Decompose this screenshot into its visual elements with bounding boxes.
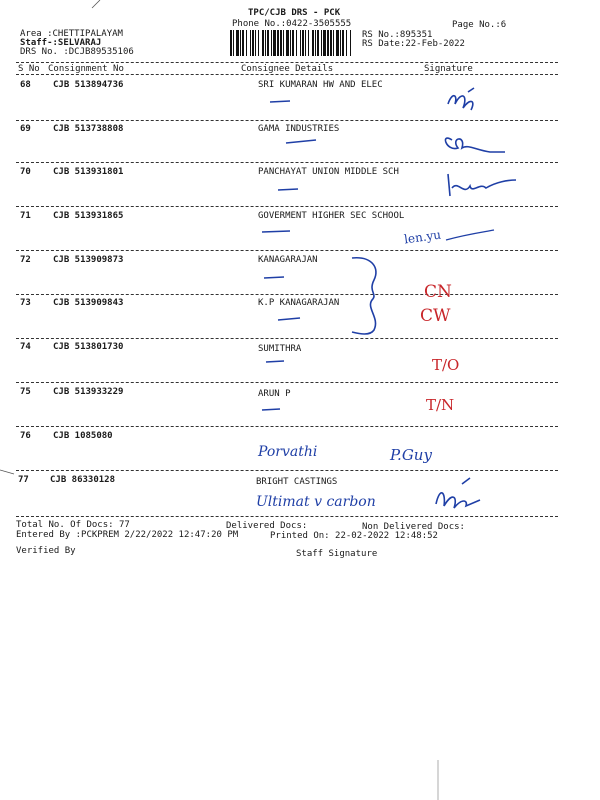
row-consignment-no: CJB 1085080: [53, 431, 113, 441]
row-consignee: BRIGHT CASTINGS: [256, 477, 338, 487]
dash-mark: [262, 231, 290, 232]
entered-by: Entered By :PCKPREM 2/22/2022 12:47:20 PM: [16, 530, 239, 540]
verified-by: Verified By: [16, 546, 76, 556]
dash-mark: [270, 101, 290, 102]
phone-number: Phone No.:0422-3505555: [232, 19, 352, 29]
stray-mark: [92, 0, 100, 8]
row-consignment-no: CJB 513738808: [53, 124, 124, 134]
dash-mark: [262, 409, 280, 410]
row-consignee: SRI KUMARAN HW AND ELEC: [258, 80, 383, 90]
bracket-mark: [352, 258, 376, 334]
row-consignment-no: CJB 513909843: [53, 298, 124, 308]
signature-scribble: [448, 88, 474, 110]
row-sno: 75: [20, 387, 31, 397]
total-docs: Total No. Of Docs: 77: [16, 520, 130, 530]
row-consignee: SUMITHRA: [258, 344, 302, 354]
document-title: TPC/CJB DRS - PCK: [248, 8, 341, 18]
row-consignee: K.P KANAGARAJAN: [258, 298, 340, 308]
handwritten-note: CN: [424, 282, 452, 302]
row-sno: 73: [20, 298, 31, 308]
row-sno: 69: [20, 124, 31, 134]
stray-mark: [0, 470, 14, 474]
area-label: Area :CHETTIPALAYAM: [20, 29, 123, 39]
dash-mark: [264, 277, 284, 278]
row-consignment-no: CJB 513931865: [53, 211, 124, 221]
rs-number: RS No.:895351: [362, 30, 433, 40]
row-consignment-no: CJB 86330128: [50, 475, 116, 485]
dash-mark: [266, 361, 284, 362]
column-header-signature: Signature: [424, 64, 473, 74]
row-consignee: PANCHAYAT UNION MIDDLE SCH: [258, 167, 399, 177]
non-delivered-docs: Non Delivered Docs:: [362, 522, 465, 532]
row-sno: 71: [20, 211, 31, 221]
dash-mark: [286, 140, 316, 143]
signature-scribble: [445, 138, 505, 152]
row-consignment-no: CJB 513894736: [53, 80, 124, 90]
rs-date: RS Date:22-Feb-2022: [362, 39, 465, 49]
delivered-docs: Delivered Docs:: [226, 521, 308, 531]
row-consignment-no: CJB 513931801: [53, 167, 124, 177]
staff-signature: Staff Signature: [296, 549, 378, 559]
handwritten-note: CW: [420, 306, 451, 326]
row-sno: 74: [20, 342, 31, 352]
row-consignment-no: CJB 513801730: [53, 342, 124, 352]
row-sno: 72: [20, 255, 31, 265]
handwritten-signature: P.Guy: [390, 446, 432, 464]
drs-number: DRS No. :DCJB89535106: [20, 47, 134, 57]
row-consignment-no: CJB 513909873: [53, 255, 124, 265]
dash-mark: [278, 189, 298, 190]
signature-scribble: [448, 174, 516, 196]
row-consignee: GAMA INDUSTRIES: [258, 124, 340, 134]
row-sno: 77: [18, 475, 29, 485]
handwritten-name: Porvathi: [258, 444, 318, 460]
dash-mark: [278, 318, 300, 320]
handwritten-note: T/N: [426, 396, 455, 414]
signature-scribble: [436, 478, 480, 508]
row-consignment-no: CJB 513933229: [53, 387, 124, 397]
row-sno: 68: [20, 80, 31, 90]
row-consignee: ARUN P: [258, 389, 291, 399]
column-header-consignee: Consignee Details: [241, 64, 334, 74]
staff-label: Staff-:SELVARAJ: [20, 38, 102, 48]
row-consignee: GOVERMENT HIGHER SEC SCHOOL: [258, 211, 405, 221]
column-header-sno: S No: [18, 64, 40, 74]
handwritten-note: T/O: [432, 356, 460, 374]
page-number: Page No.:6: [452, 20, 507, 30]
row-consignee: KANAGARAJAN: [258, 255, 318, 265]
signature-tail: [446, 230, 494, 240]
printed-on: Printed On: 22-02-2022 12:48:52: [270, 531, 438, 541]
row-sno: 70: [20, 167, 31, 177]
column-header-consignment: Consignment No: [48, 64, 124, 74]
row-sno: 76: [20, 431, 31, 441]
handwritten-name: Ultimat v carbon: [256, 494, 376, 510]
handwritten-note: len.yu: [403, 227, 442, 247]
